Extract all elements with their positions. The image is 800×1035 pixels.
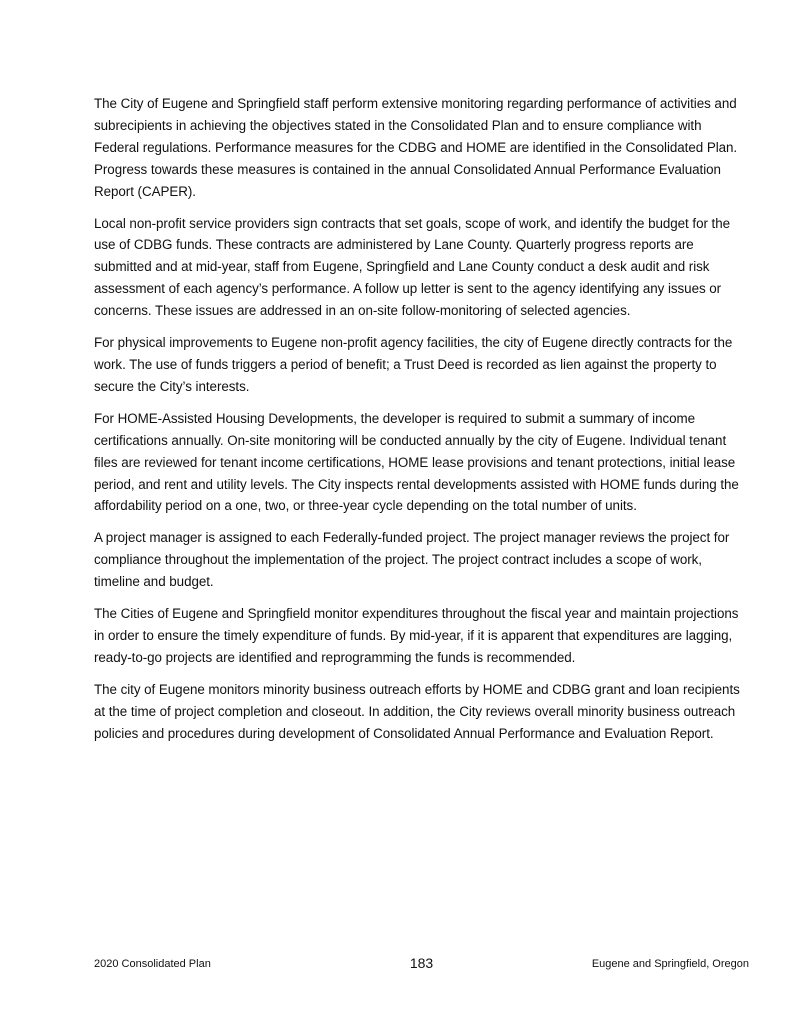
paragraph-home-assisted-housing: For HOME-Assisted Housing Developments, the developer is required to submit a summary of income certifications annually. On-site monitoring will be conducted annually by the city of Eugene. Individual tenant files are reviewed for tenant income certifications, HOME lease provisions and tenant protections, initial lease period, and rent and utility levels. The City inspects rental developments assisted with HOME funds during the affordability period on a one, two, or three-year cycle depending on the total number of units. bbox=[94, 410, 739, 514]
paragraph-nonprofit-contracts: Local non-profit service providers sign contracts that set goals, scope of work, and identify the budget for the use of CDBG funds. These contracts are administered by Lane County. Quarterly progress reports are submitted and at mid-year, staff from Eugene, Springfield and Lane County conduct a desk audit and risk assessment of each agency’s performance. A follow up letter is sent to the agency identifying any issues or concerns. These issues are addressed in an on-site follow-monitoring of selected agencies. bbox=[94, 215, 731, 319]
paragraph-monitoring-overview: The City of Eugene and Springfield staff perform extensive monitoring regarding performance of activities and subrecipients in achieving the objectives stated in the Consolidated Plan and to ensure compliance with Federal regulations. Performance measures for the CDBG and HOME are identified in the Consolidated Plan. Progress towards these measures is contained in the annual Consolidated Annual Performance Evaluation Report (CAPER). bbox=[94, 96, 738, 199]
paragraph-physical-improvements: For physical improvements to Eugene non-profit agency facilities, the city of Eugene directly contracts for the work. The use of funds triggers a period of benefit; a Trust Deed is recorded as lien against the property to secure the City’s interests. bbox=[94, 335, 733, 394]
paragraph-project-manager: A project manager is assigned to each Federally-funded project. The project manager reviews the project for compliance throughout the implementation of the project. The project contract includes a scope of work, timeline and budget. bbox=[94, 530, 730, 590]
page-number: 183 bbox=[409, 955, 434, 971]
page-footer bbox=[94, 956, 749, 976]
footer-plan-title: 2020 Consolidated Plan bbox=[94, 958, 211, 970]
paragraph-expenditures: The Cities of Eugene and Springfield monitor expenditures throughout the fiscal year and maintain projections in order to ensure the timely expenditure of funds. By mid-year, if it is apparent that expenditures are lagging, ready-to-go projects are identified and reprogramming the funds is recommended. bbox=[94, 606, 739, 665]
footer-location: Eugene and Springfield, Oregon bbox=[591, 958, 749, 970]
paragraph-minority-outreach: The city of Eugene monitors minority business outreach efforts by HOME and CDBG grant and loan recipients at the time of project completion and closeout. In addition, the City reviews overall minority business outreach policies and procedures during development of Consolidated Annual Performance and Evaluation Report. bbox=[94, 681, 740, 741]
body-text bbox=[94, 93, 749, 754]
